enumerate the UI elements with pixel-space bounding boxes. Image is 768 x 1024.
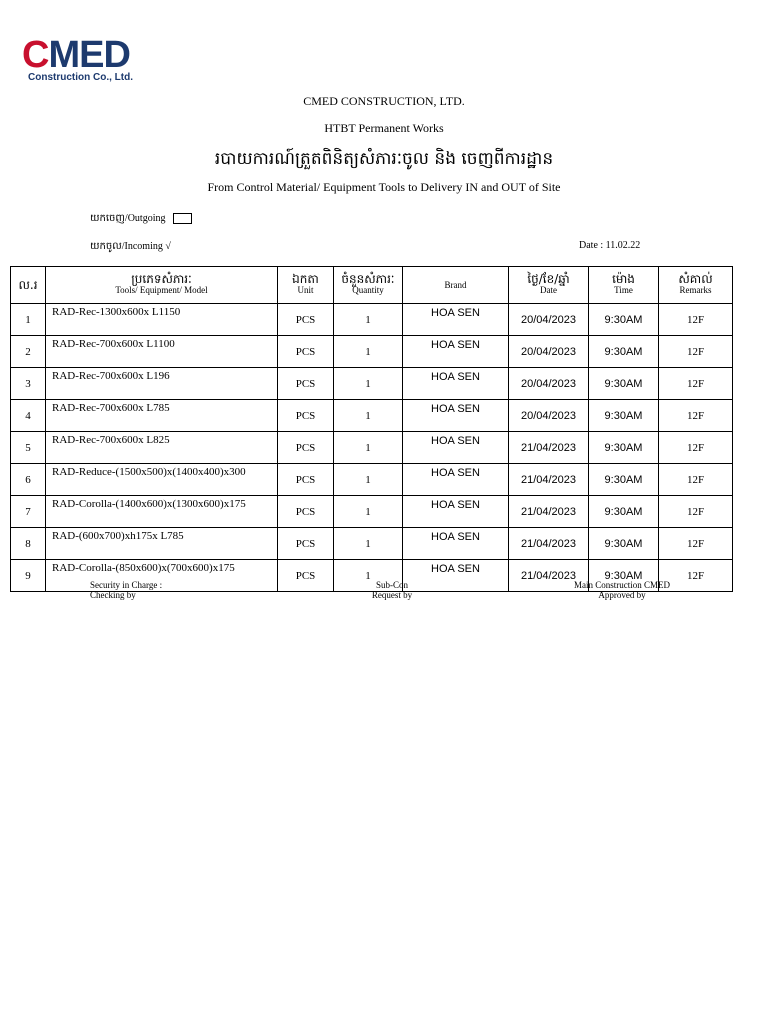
row-remarks: 12F bbox=[659, 336, 733, 368]
row-unit: PCS bbox=[278, 432, 334, 464]
row-quantity: 1 bbox=[334, 400, 403, 432]
row-brand: HOA SEN bbox=[403, 304, 509, 336]
row-brand: HOA SEN bbox=[403, 400, 509, 432]
row-unit: PCS bbox=[278, 496, 334, 528]
row-time: 9:30AM bbox=[589, 368, 659, 400]
header-quantity: ចំនួនសំភារៈ Quantity bbox=[334, 267, 403, 304]
table-row bbox=[11, 368, 733, 400]
outgoing-label: យកចេញ/Outgoing bbox=[90, 213, 166, 224]
table-row bbox=[11, 464, 733, 496]
form-date: Date : 11.02.22 bbox=[579, 240, 641, 251]
table-row bbox=[11, 304, 733, 336]
row-quantity: 1 bbox=[334, 336, 403, 368]
company-name: CMED CONSTRUCTION, LTD. bbox=[303, 94, 465, 108]
row-quantity: 1 bbox=[334, 432, 403, 464]
row-unit: PCS bbox=[278, 336, 334, 368]
khmer-title: របាយការណ៍ត្រួតពិនិត្យសំភារៈចូល និង ចេញពីការដ្ឋាន bbox=[214, 149, 554, 169]
row-date: 21/04/2023 bbox=[509, 496, 589, 528]
row-description: RAD-Corolla-(1400x600)x(1300x600)x175 bbox=[46, 496, 278, 528]
row-brand: HOA SEN bbox=[403, 528, 509, 560]
outgoing-checkbox bbox=[173, 213, 192, 224]
incoming-label: យកចូល/Incoming √ bbox=[90, 241, 171, 252]
row-date: 21/04/2023 bbox=[509, 560, 589, 592]
row-number: 9 bbox=[11, 560, 46, 592]
row-number: 8 bbox=[11, 528, 46, 560]
row-number: 3 bbox=[11, 368, 46, 400]
row-remarks: 12F bbox=[659, 560, 733, 592]
row-remarks: 12F bbox=[659, 528, 733, 560]
main-construction-signature-block bbox=[566, 580, 678, 600]
row-remarks: 12F bbox=[659, 432, 733, 464]
row-unit: PCS bbox=[278, 304, 334, 336]
row-number: 7 bbox=[11, 496, 46, 528]
row-time: 9:30AM bbox=[589, 336, 659, 368]
row-date: 20/04/2023 bbox=[509, 368, 589, 400]
row-number: 2 bbox=[11, 336, 46, 368]
row-description: RAD-Rec-700x600x L785 bbox=[46, 400, 278, 432]
row-quantity: 1 bbox=[334, 560, 403, 592]
row-brand: HOA SEN bbox=[403, 560, 509, 592]
row-time: 9:30AM bbox=[589, 464, 659, 496]
row-remarks: 12F bbox=[659, 464, 733, 496]
subcon-title: Sub-Con bbox=[375, 580, 408, 590]
main-construction-title: Main Construction CMED bbox=[574, 580, 670, 590]
row-brand: HOA SEN bbox=[403, 496, 509, 528]
row-time: 9:30AM bbox=[589, 560, 659, 592]
row-description: RAD-Corolla-(850x600)x(700x600)x175 bbox=[46, 560, 278, 592]
subcon-signature-block bbox=[362, 580, 422, 600]
row-date: 21/04/2023 bbox=[509, 464, 589, 496]
row-time: 9:30AM bbox=[589, 432, 659, 464]
row-description: RAD-Reduce-(1500x500)x(1400x400)x300 bbox=[46, 464, 278, 496]
table-row bbox=[11, 528, 733, 560]
row-date: 20/04/2023 bbox=[509, 336, 589, 368]
security-title: Security in Charge : bbox=[90, 580, 163, 590]
row-number: 6 bbox=[11, 464, 46, 496]
row-brand: HOA SEN bbox=[403, 432, 509, 464]
row-description: RAD-Rec-700x600x L196 bbox=[46, 368, 278, 400]
row-time: 9:30AM bbox=[589, 400, 659, 432]
subcon-subtitle: Request by bbox=[371, 590, 413, 600]
row-time: 9:30AM bbox=[589, 528, 659, 560]
row-quantity: 1 bbox=[334, 368, 403, 400]
table-row bbox=[11, 400, 733, 432]
row-remarks: 12F bbox=[659, 496, 733, 528]
main-construction-subtitle: Approved by bbox=[598, 590, 646, 600]
row-number: 5 bbox=[11, 432, 46, 464]
security-signature-block bbox=[90, 580, 162, 600]
row-quantity: 1 bbox=[334, 464, 403, 496]
row-brand: HOA SEN bbox=[403, 368, 509, 400]
row-number: 4 bbox=[11, 400, 46, 432]
table-row bbox=[11, 336, 733, 368]
header-brand: Brand bbox=[403, 267, 509, 304]
project-name: HTBT Permanent Works bbox=[324, 121, 444, 135]
company-logo bbox=[22, 36, 152, 86]
row-description: RAD-(600x700)xh175x L785 bbox=[46, 528, 278, 560]
security-subtitle: Checking by bbox=[90, 590, 136, 600]
row-number: 1 bbox=[11, 304, 46, 336]
logo-wordmark: CMED bbox=[22, 34, 130, 76]
header-unit: ឯកតា Unit bbox=[278, 267, 334, 304]
header-no: ល.រ bbox=[11, 267, 46, 304]
english-title: From Control Material/ Equipment Tools to Delivery IN and OUT of Site bbox=[207, 180, 561, 194]
row-time: 9:30AM bbox=[589, 496, 659, 528]
row-unit: PCS bbox=[278, 368, 334, 400]
row-unit: PCS bbox=[278, 560, 334, 592]
row-time: 9:30AM bbox=[589, 304, 659, 336]
row-unit: PCS bbox=[278, 528, 334, 560]
row-description: RAD-Rec-700x600x L825 bbox=[46, 432, 278, 464]
row-date: 20/04/2023 bbox=[509, 400, 589, 432]
row-description: RAD-Rec-1300x600x L1150 bbox=[46, 304, 278, 336]
table-header-row bbox=[11, 267, 733, 304]
header-time: ម៉ោង Time bbox=[589, 267, 659, 304]
table-row bbox=[11, 496, 733, 528]
row-remarks: 12F bbox=[659, 400, 733, 432]
header-date: ថ្ងៃ/ខែ/ឆ្នាំ Date bbox=[509, 267, 589, 304]
row-date: 20/04/2023 bbox=[509, 304, 589, 336]
row-description: RAD-Rec-700x600x L1100 bbox=[46, 336, 278, 368]
row-remarks: 12F bbox=[659, 368, 733, 400]
row-quantity: 1 bbox=[334, 496, 403, 528]
row-quantity: 1 bbox=[334, 528, 403, 560]
row-remarks: 12F bbox=[659, 304, 733, 336]
row-unit: PCS bbox=[278, 400, 334, 432]
row-quantity: 1 bbox=[334, 304, 403, 336]
outgoing-field bbox=[90, 211, 192, 226]
header-description: ប្រភេទសំភារៈ Tools/ Equipment/ Model bbox=[46, 267, 278, 304]
material-table bbox=[10, 266, 733, 592]
row-date: 21/04/2023 bbox=[509, 528, 589, 560]
row-brand: HOA SEN bbox=[403, 464, 509, 496]
row-date: 21/04/2023 bbox=[509, 432, 589, 464]
row-brand: HOA SEN bbox=[403, 336, 509, 368]
header-remarks: សំគាល់ Remarks bbox=[659, 267, 733, 304]
logo-subtitle: Construction Co., Ltd. bbox=[28, 72, 133, 83]
table-row bbox=[11, 432, 733, 464]
row-unit: PCS bbox=[278, 464, 334, 496]
